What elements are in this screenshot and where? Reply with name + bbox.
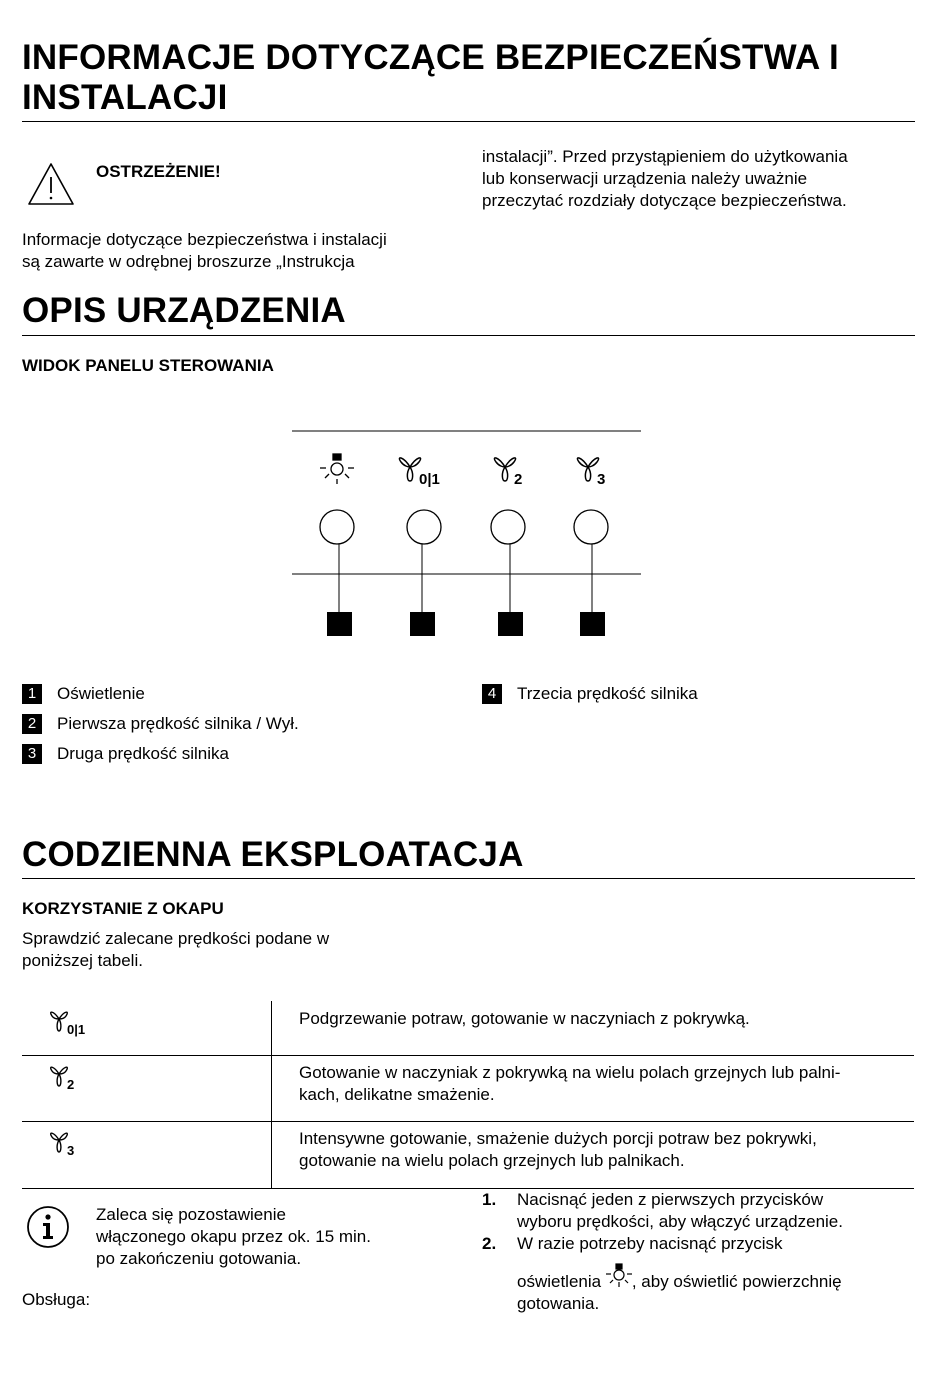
fan-speed-2-icon — [494, 458, 522, 488]
description-cell — [272, 1122, 915, 1189]
legend-label: Druga prędkość silnika — [57, 744, 229, 763]
legend-number: 1 — [22, 684, 42, 704]
fan-speed-3-label: 3 — [597, 471, 606, 488]
speed-label: 0|1 — [67, 1022, 86, 1037]
title-line-2: INSTALACJI — [22, 78, 228, 117]
fan-speed-2-icon — [48, 1064, 108, 1094]
text-line: Gotowanie w naczyniak z pokrywką na wielu polach grzejnych lub palni- — [299, 1063, 841, 1082]
text-line: lub konserwacji urządzenia należy uważnie — [482, 169, 808, 188]
light-icon — [320, 454, 354, 484]
text-line: oświetlenia — [517, 1272, 602, 1291]
safety-right-text — [482, 146, 912, 212]
speed-2-button[interactable] — [491, 510, 525, 544]
text-line: instalacji”. Przed przystąpieniem do użytkowania — [482, 147, 848, 166]
legend-number: 2 — [22, 714, 42, 734]
table-row — [22, 1001, 914, 1056]
info-note — [96, 1204, 456, 1270]
step-number: 2. — [482, 1234, 497, 1253]
divider — [22, 878, 915, 879]
divider — [22, 335, 915, 336]
text-line: włączonego okapu przez ok. 15 min. — [96, 1227, 371, 1246]
description-cell — [272, 1056, 915, 1122]
text-line: są zawarte w odrębnej broszurze „Instrukcja — [22, 252, 355, 271]
section-title-safety — [22, 38, 839, 118]
title-line-1: INFORMACJE DOTYCZĄCE BEZPIECZEŃSTWA I — [22, 38, 839, 77]
safety-left-text — [22, 229, 462, 273]
callout-marker — [410, 612, 435, 636]
operation-label: Obsługa: — [22, 1290, 91, 1309]
fan-speed-1-icon — [48, 1009, 108, 1039]
callout-marker — [498, 612, 523, 636]
divider — [22, 121, 915, 122]
text-line: Podgrzewanie potraw, gotowanie w naczyniach z pokrywką. — [299, 1009, 750, 1028]
subtitle-hood-use: KORZYSTANIE Z OKAPU — [22, 899, 224, 918]
speed-cell — [22, 1122, 272, 1189]
fan-speed-1-label: 0|1 — [419, 471, 440, 488]
operation-steps — [482, 1189, 912, 1315]
table-row — [22, 1122, 914, 1189]
text-line: kach, delikatne smażenie. — [299, 1085, 495, 1104]
speed-cell — [22, 1001, 272, 1056]
fan-speed-3-icon — [577, 458, 605, 488]
subtitle-control-panel: WIDOK PANELU STEROWANIA — [22, 356, 274, 375]
legend-label: Pierwsza prędkość silnika / Wył. — [57, 714, 299, 733]
text-line: , aby oświetlić powierzchnię — [631, 1272, 842, 1291]
callout-marker — [327, 612, 352, 636]
text-line: Informacje dotyczące bezpieczeństwa i instalacji — [22, 230, 387, 249]
speed-label: 3 — [67, 1143, 75, 1158]
step-number: 1. — [482, 1190, 497, 1209]
speed-label: 2 — [67, 1077, 75, 1092]
text-line: Intensywne gotowanie, smażenie dużych porcji potraw bez pokrywki, — [299, 1129, 817, 1148]
speed-cell — [22, 1056, 272, 1122]
table-row — [22, 1056, 914, 1122]
text-line: Sprawdzić zalecane prędkości podane w — [22, 929, 330, 948]
description-cell — [272, 1001, 915, 1056]
text-line: poniższej tabeli. — [22, 951, 143, 970]
text-line: Nacisnąć jeden z pierwszych przycisków — [517, 1190, 824, 1209]
light-button[interactable] — [320, 510, 354, 544]
text-line: gotowania. — [517, 1294, 600, 1313]
legend-item — [22, 712, 299, 736]
text-line: wyboru prędkości, aby włączyć urządzenie. — [517, 1212, 843, 1231]
section-title-daily-use: CODZIENNA EKSPLOATACJA — [22, 835, 524, 874]
legend-item — [482, 682, 698, 706]
text-line: przeczytać rozdziały dotyczące bezpieczeństwa. — [482, 191, 847, 210]
text-line: Zaleca się pozostawienie — [96, 1205, 286, 1224]
intro-text — [22, 928, 442, 972]
legend-label: Oświetlenie — [57, 684, 145, 703]
legend-label: Trzecia prędkość silnika — [517, 684, 698, 703]
text-line: po zakończeniu gotowania. — [96, 1249, 302, 1268]
fan-speed-1-icon — [399, 458, 439, 488]
fan-speed-2-label: 2 — [514, 471, 523, 488]
warning-triangle-icon — [26, 160, 76, 208]
text-line: W razie potrzeby nacisnąć przycisk — [517, 1234, 783, 1253]
fan-speed-3-icon — [48, 1130, 108, 1160]
control-panel-diagram — [290, 425, 644, 640]
section-title-description: OPIS URZĄDZENIA — [22, 291, 346, 330]
speed-1-button[interactable] — [407, 510, 441, 544]
speed-table — [22, 1001, 914, 1189]
speed-3-button[interactable] — [574, 510, 608, 544]
callout-marker — [580, 612, 605, 636]
legend-number: 3 — [22, 744, 42, 764]
list-item — [482, 1189, 912, 1233]
warning-label: OSTRZEŻENIE! — [96, 162, 221, 181]
info-icon — [26, 1205, 70, 1249]
text-line: gotowanie na wielu polach grzejnych lub palnikach. — [299, 1151, 685, 1170]
legend-number: 4 — [482, 684, 502, 704]
legend-item — [22, 742, 229, 766]
list-item — [482, 1233, 912, 1315]
legend-item — [22, 682, 145, 706]
light-icon — [606, 1263, 632, 1289]
